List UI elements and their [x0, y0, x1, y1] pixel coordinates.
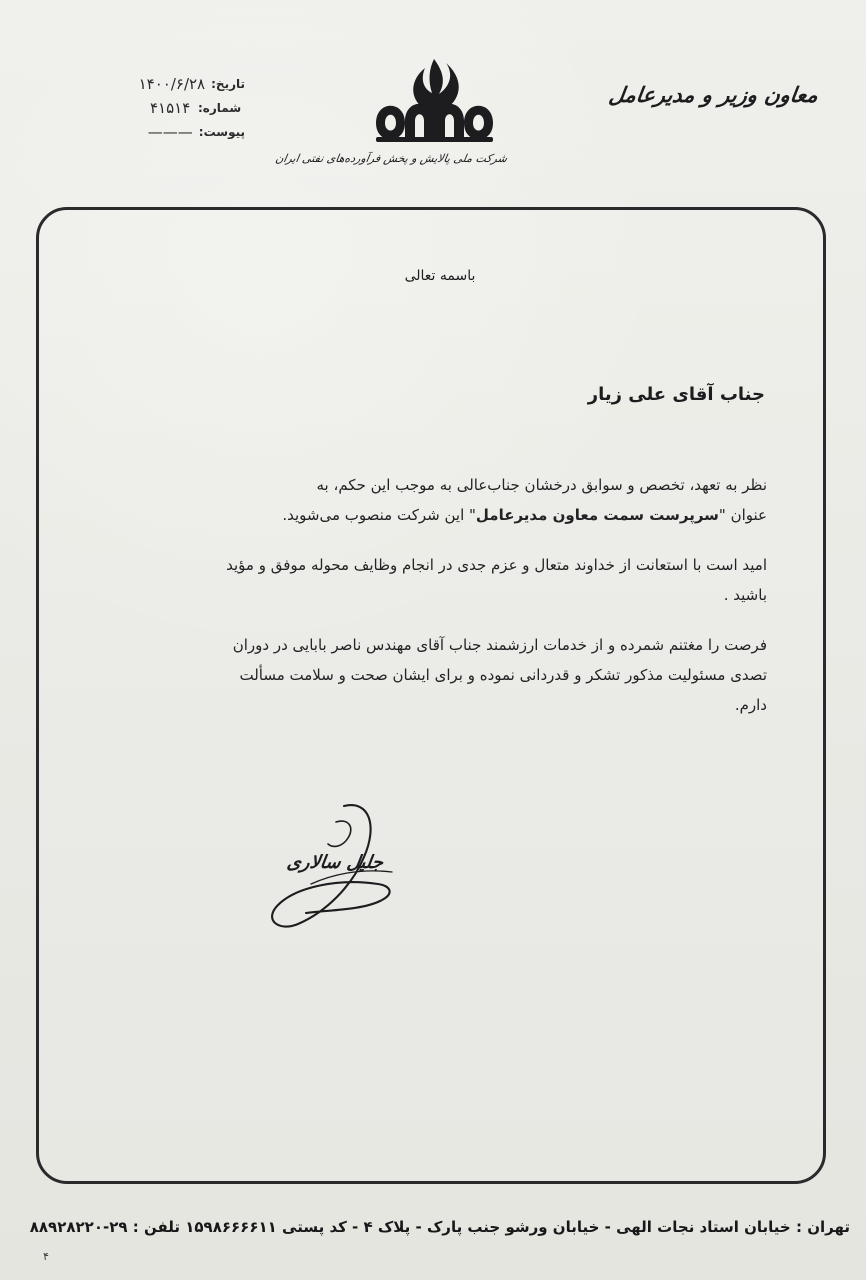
- flame-emblem-icon: [362, 55, 507, 150]
- paragraph-1-line-2: [119, 500, 767, 530]
- date-value: ۱۴۰۰/۶/۲۸: [138, 75, 206, 93]
- number-value: ۴۱۵۱۴: [150, 99, 191, 117]
- number-label: شماره:: [198, 101, 242, 115]
- paragraph-3-line-2: تصدی مسئولیت مذکور تشکر و قدردانی نموده و برای ایشان صحت و سلامت مسألت: [239, 666, 767, 684]
- paragraph-3-line-3: دارم.: [734, 696, 767, 714]
- attachment-label: پیوست:: [198, 125, 245, 139]
- paragraph-2-line-2: باشید .: [723, 586, 767, 604]
- company-name-caption: شرکت ملی پالایش و پخش فرآورده‌های نفتی ایران: [274, 152, 509, 165]
- footer-mark: ۴: [43, 1250, 49, 1263]
- paragraph-1-line-1: نظر به تعهد، تخصص و سوابق درخشان جناب‌عالی به موجب این حکم، به: [316, 476, 767, 494]
- signer-name: جلیل سالاری: [285, 852, 385, 873]
- footer-address: تهران : خیابان استاد نجات الهی - خیابان ورشو جنب پارک - پلاک ۴ - کد پستی ۱۵۹۸۶۶۶۶۱۱ تلفن : ۲۹-۸۸۹۲۸۲۲۰: [29, 1218, 850, 1236]
- letter-body: [119, 470, 767, 720]
- paragraph-2-line-1: امید است با استعانت از خداوند متعال و عزم جدی در انجام وظایف محوله موفق و مؤید: [226, 556, 767, 574]
- basmala: باسمه تعالی: [404, 268, 476, 284]
- recipient-name: جناب آقای علی زیار: [587, 384, 765, 405]
- appointment-suffix: " این شرکت منصوب می‌شوید.: [282, 506, 476, 524]
- appointment-title: سرپرست سمت معاون مدیرعامل: [475, 506, 719, 524]
- number-row: [150, 96, 245, 120]
- date-label: تاریخ:: [211, 77, 245, 91]
- company-logo: [274, 55, 509, 185]
- attachment-value: ———: [147, 123, 193, 141]
- date-row: [138, 72, 245, 96]
- appointment-prefix: عنوان ": [718, 506, 767, 524]
- paragraph-3-line-1: فرصت را مغتنم شمرده و از خدمات ارزشمند جناب آقای مهندس ناصر بابایی در دوران: [232, 636, 767, 654]
- attachment-row: [147, 120, 245, 144]
- letterhead-title: معاون وزیر و مدیرعامل: [607, 82, 820, 107]
- letter-meta: [138, 72, 245, 144]
